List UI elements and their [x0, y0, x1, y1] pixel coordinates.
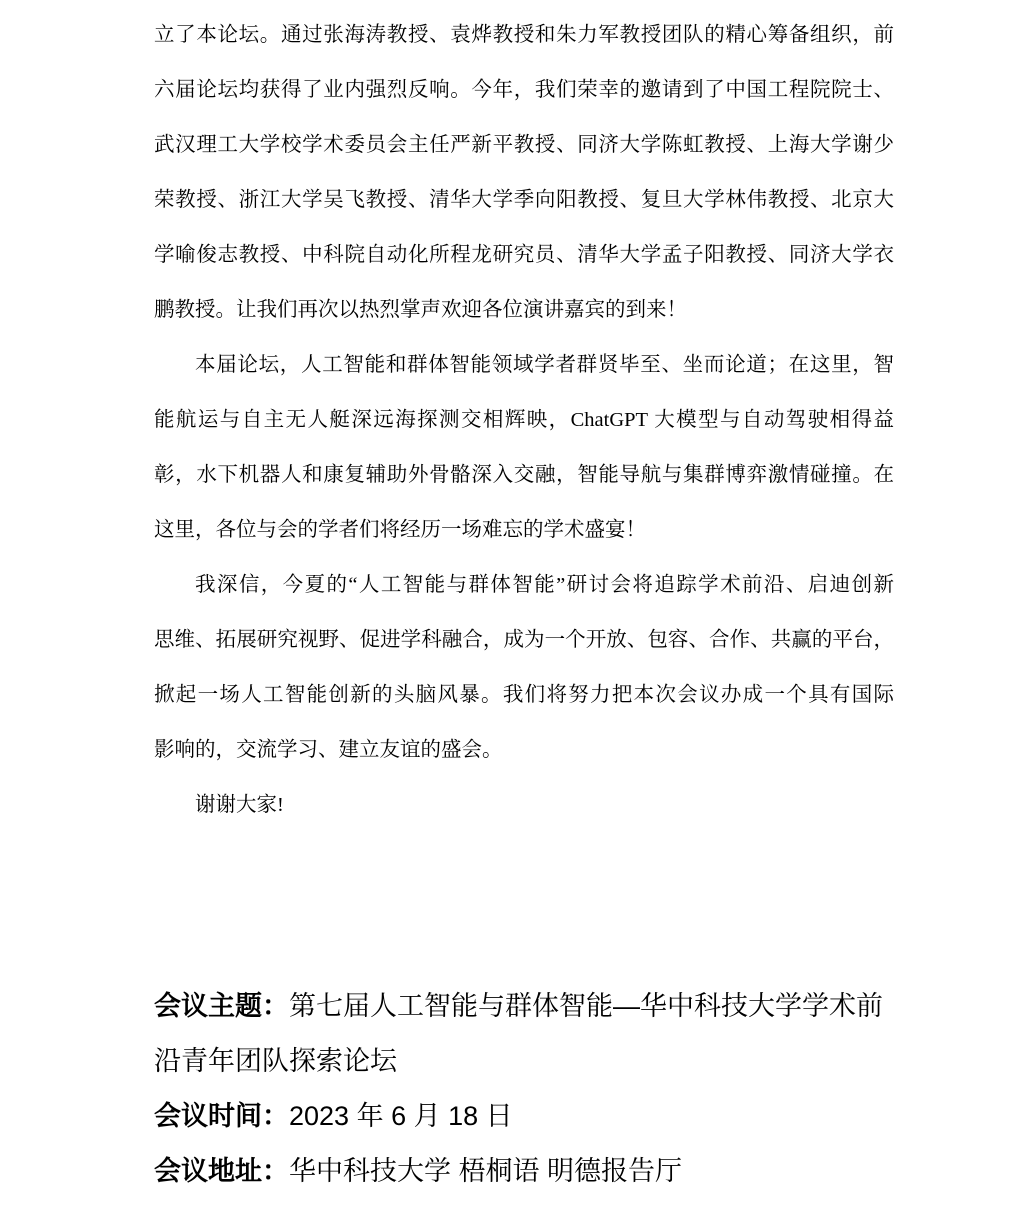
meeting-time-item — [154, 1089, 894, 1144]
meeting-time-value: 2023 年 6 月 18 日 — [289, 1101, 513, 1131]
body-line: 武汉理工大学校学术委员会主任严新平教授、同济大学陈虹教授、上海大学谢少 — [154, 134, 894, 156]
meeting-address-label: 会议地址： — [154, 1156, 289, 1186]
body-line: 六届论坛均获得了业内强烈反响。今年，我们荣幸的邀请到了中国工程院院士、 — [154, 79, 894, 101]
body-line: 掀起一场人工智能创新的头脑风暴。我们将努力把本次会议办成一个具有国际 — [154, 684, 894, 706]
body-line: 影响的，交流学习、建立友谊的盛会。 — [154, 739, 503, 761]
body-line: 这里，各位与会的学者们将经历一场难忘的学术盛宴！ — [154, 519, 646, 541]
body-line: 思维、拓展研究视野、促进学科融合，成为一个开放、包容、合作、共赢的平台， — [154, 629, 894, 651]
meeting-address-item — [154, 1144, 894, 1199]
speech-body — [154, 8, 894, 833]
speech-paragraph-1 — [154, 8, 894, 338]
speech-paragraph-2 — [154, 338, 894, 558]
speech-paragraph-closing — [154, 778, 894, 833]
meeting-topic-label: 会议主题： — [154, 991, 289, 1021]
body-line: 能航运与自主无人艇深远海探测交相辉映，ChatGPT 大模型与自动驾驶相得益 — [154, 409, 894, 431]
body-line: 荣教授、浙江大学吴飞教授、清华大学季向阳教授、复旦大学林伟教授、北京大 — [154, 189, 894, 211]
speech-paragraph-3 — [154, 558, 894, 778]
closing-thanks-line: 谢谢大家! — [195, 794, 284, 816]
meeting-info-section — [154, 979, 894, 1199]
meeting-topic-value: 第七届人工智能与群体智能—华中科技大学学术前沿青年团队探索论坛 — [154, 991, 883, 1076]
body-line: 彰，水下机器人和康复辅助外骨骼深入交融，智能导航与集群博弈激情碰撞。在 — [154, 464, 894, 486]
meeting-time-label: 会议时间： — [154, 1101, 289, 1131]
meeting-address-value: 华中科技大学 梧桐语 明德报告厅 — [289, 1156, 683, 1186]
body-line: 鹏教授。让我们再次以热烈掌声欢迎各位演讲嘉宾的到来！ — [154, 299, 687, 321]
body-line: 本届论坛，人工智能和群体智能领域学者群贤毕至、坐而论道；在这里，智 — [195, 354, 894, 376]
meeting-topic-item — [154, 979, 894, 1089]
body-line: 我深信，今夏的“人工智能与群体智能”研讨会将追踪学术前沿、启迪创新 — [195, 574, 894, 596]
body-line: 学喻俊志教授、中科院自动化所程龙研究员、清华大学孟子阳教授、同济大学衣 — [154, 244, 894, 266]
body-line: 立了本论坛。通过张海涛教授、袁烨教授和朱力军教授团队的精心筹备组织，前 — [154, 24, 894, 46]
